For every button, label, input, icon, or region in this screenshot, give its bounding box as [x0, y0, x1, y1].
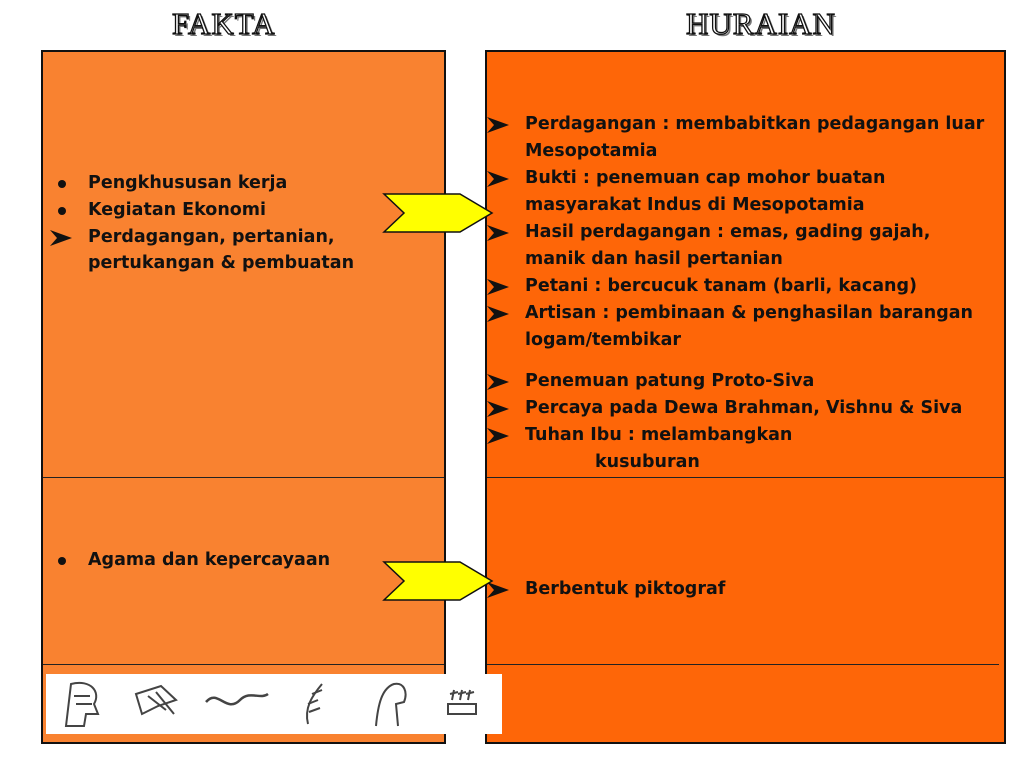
bird-glyph-icon — [136, 686, 176, 714]
bullet-arrow-icon — [50, 230, 72, 246]
list-item: Kegiatan Ekonomi — [88, 200, 267, 220]
list-item: Perdagangan, pertanian, pertukangan & pembuatan — [50, 224, 430, 276]
connector-arrow-icon — [382, 560, 494, 602]
right-divider-2 — [487, 664, 999, 665]
plant-glyph-icon — [307, 684, 322, 724]
left-divider-1 — [43, 477, 444, 478]
huraian-list-main — [487, 111, 1012, 476]
list-item: Bukti : penemuan cap mohor buatan masyarakat Indus di Mesopotamia — [487, 165, 995, 219]
right-divider-1 — [487, 477, 1004, 478]
huraian-list-writing — [487, 576, 987, 603]
list-item: Agama dan kepercayaan — [88, 550, 331, 570]
list-item: Petani : bercucuk tanam (barli, kacang) — [487, 273, 1012, 300]
bullet-arrow-icon — [487, 171, 509, 187]
left-divider-2 — [43, 664, 444, 665]
basket-glyph-icon — [448, 690, 476, 714]
connector-arrow-icon — [382, 192, 494, 234]
list-item: Hasil perdagangan : emas, gading gajah, manik dan hasil pertanian — [487, 219, 995, 273]
heading-huraian: HURAIAN — [686, 6, 836, 41]
list-item: Berbentuk piktograf — [487, 576, 987, 603]
list-item: Percaya pada Dewa Brahman, Vishnu & Siva — [487, 395, 1012, 422]
head-glyph-icon — [66, 683, 98, 726]
bullet-arrow-icon — [487, 279, 509, 295]
list-item: Penemuan patung Proto-Siva — [487, 368, 1012, 395]
bullet-arrow-icon — [487, 428, 509, 444]
list-item-continuation: kusuburan — [595, 452, 700, 472]
bullet-arrow-icon — [487, 117, 509, 133]
fakta-list-religion — [50, 547, 430, 574]
list-item: Pengkhususan kerja — [88, 173, 288, 193]
list-item: Tuhan Ibu : melambangkan kusuburan — [487, 422, 1012, 476]
fakta-panel — [41, 50, 446, 744]
profile-head-glyph-icon — [376, 684, 406, 726]
bullet-arrow-icon — [487, 401, 509, 417]
pictograph-strip — [46, 674, 502, 734]
heading-fakta: FAKTA — [172, 6, 276, 41]
bullet-arrow-icon — [487, 374, 509, 390]
bullet-arrow-icon — [487, 306, 509, 322]
list-item: Perdagangan : membabitkan pedagangan luar Mesopotamia — [487, 111, 995, 165]
water-glyph-icon — [206, 694, 268, 704]
fakta-list-economy — [50, 170, 430, 276]
list-item: Artisan : pembinaan & penghasilan barangan logam/tembikar — [487, 300, 1010, 354]
